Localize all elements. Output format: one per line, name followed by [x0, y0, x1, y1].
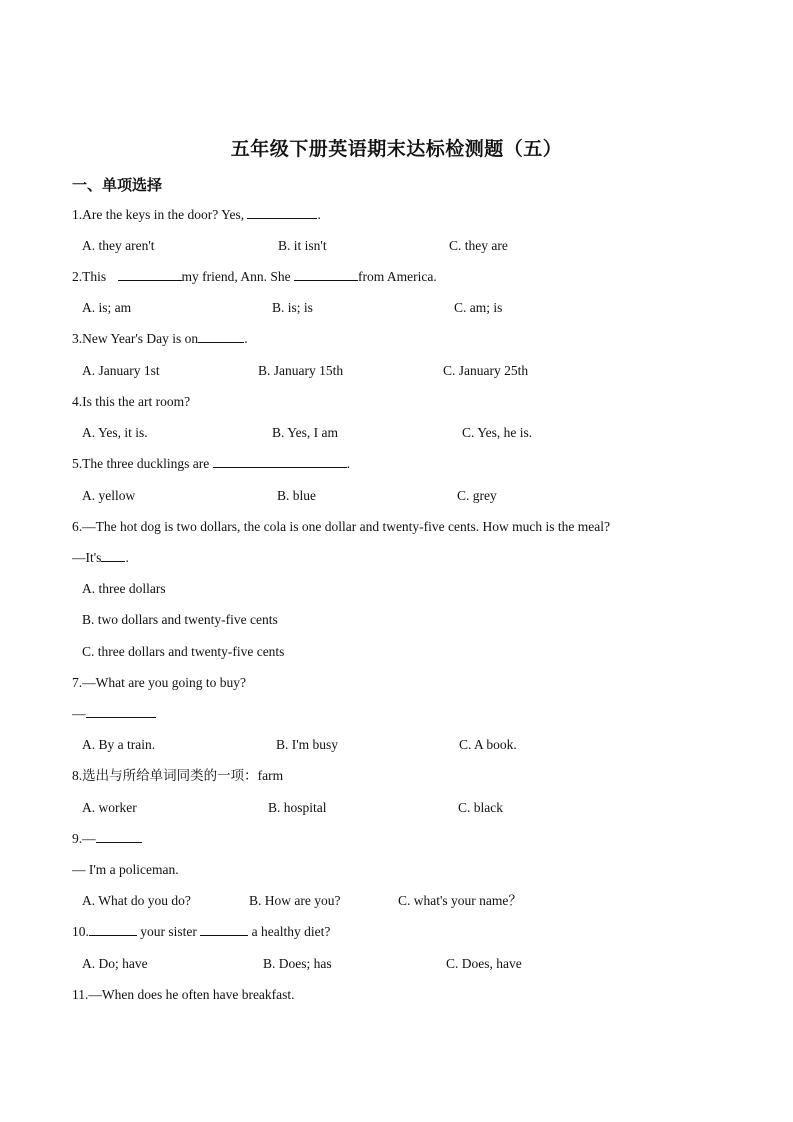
q9-option-c: C. what's your name？ [398, 893, 522, 908]
q8-option-a: A. worker [82, 800, 137, 815]
q3-option-b: B. January 15th [258, 363, 344, 378]
question-5-text: 5.The three ducklings are [72, 456, 213, 471]
q4-option-c: C. Yes, he is. [462, 425, 533, 440]
q6-option-b: B. two dollars and twenty-five cents [82, 612, 278, 627]
q5-option-b: B. blue [277, 488, 316, 503]
answer-blank [118, 268, 182, 281]
question-1-text: 1.Are the keys in the door? Yes, [72, 207, 248, 222]
question-9 [72, 830, 142, 848]
question-9-reply: — I'm a policeman. [72, 862, 179, 877]
question-2-text: 2.This [72, 269, 110, 284]
q7-option-a: A. By a train. [82, 737, 156, 752]
question-6-reply-end: . [125, 550, 129, 565]
q1-option-a: A. they aren't [82, 238, 155, 253]
q4-option-a: A. Yes, it is. [82, 425, 148, 440]
q8-option-c: C. black [458, 800, 503, 815]
q2-option-a: A. is; am [82, 300, 132, 315]
question-11: 11.—When does he often have breakfast. [72, 987, 295, 1002]
q5-option-a: A. yellow [82, 488, 136, 503]
question-4: 4.Is this the art room? [72, 394, 191, 409]
page-title: 五年级下册英语期末达标检测题（五） [230, 138, 563, 160]
question-7-reply [72, 705, 156, 723]
question-3-end: . [244, 331, 248, 346]
question-5-end: . [346, 456, 350, 471]
q2-option-b: B. is; is [272, 300, 313, 315]
question-7-reply-text: — [72, 706, 86, 721]
question-10-text: 10. [72, 924, 89, 939]
q7-option-c: C. A book. [459, 737, 517, 752]
question-1-end: . [317, 207, 321, 222]
question-6: 6.—The hot dog is two dollars, the cola is one dollar and twenty-five cents. How much is the meal? [72, 519, 610, 534]
question-9-text: 9.— [72, 831, 96, 846]
q7-option-b: B. I'm busy [276, 737, 339, 752]
question-10 [72, 923, 330, 941]
question-2-mid: my friend, Ann. She [181, 269, 295, 284]
q9-option-b: B. How are you? [249, 893, 341, 908]
q10-option-b: B. Does; has [263, 956, 332, 971]
question-6-reply [72, 549, 129, 567]
q6-option-c: C. three dollars and twenty-five cents [82, 644, 285, 659]
question-2-end: from America. [358, 269, 437, 284]
question-2 [72, 268, 437, 286]
q8-option-b: B. hospital [268, 800, 327, 815]
answer-blank [247, 206, 317, 219]
q6-option-a: A. three dollars [82, 581, 166, 596]
q1-option-c: C. they are [449, 238, 508, 253]
q10-option-c: C. Does, have [446, 956, 522, 971]
q3-option-a: A. January 1st [82, 363, 160, 378]
question-8: 8.选出与所给单词同类的一项：farm [72, 768, 284, 783]
q4-option-b: B. Yes, I am [272, 425, 339, 440]
answer-blank [213, 455, 347, 468]
answer-blank [294, 268, 358, 281]
answer-blank [96, 830, 142, 843]
q3-option-c: C. January 25th [443, 363, 529, 378]
question-3-text: 3.New Year's Day is on [72, 331, 199, 346]
question-10-mid: your sister [136, 924, 201, 939]
question-3 [72, 330, 248, 348]
q2-option-c: C. am; is [454, 300, 503, 315]
answer-blank [198, 330, 244, 343]
question-6-reply-text: —It's [72, 550, 102, 565]
q5-option-c: C. grey [457, 488, 497, 503]
question-10-end: a healthy diet? [248, 924, 331, 939]
answer-blank [200, 923, 248, 936]
answer-blank [101, 549, 125, 562]
answer-blank [89, 923, 137, 936]
section-heading: 一、单项选择 [72, 176, 163, 194]
q10-option-a: A. Do; have [82, 956, 148, 971]
q9-option-a: A. What do you do? [82, 893, 191, 908]
question-7: 7.—What are you going to buy? [72, 675, 246, 690]
question-5 [72, 455, 350, 473]
question-1 [72, 206, 321, 224]
q1-option-b: B. it isn't [278, 238, 327, 253]
answer-blank [86, 705, 156, 718]
